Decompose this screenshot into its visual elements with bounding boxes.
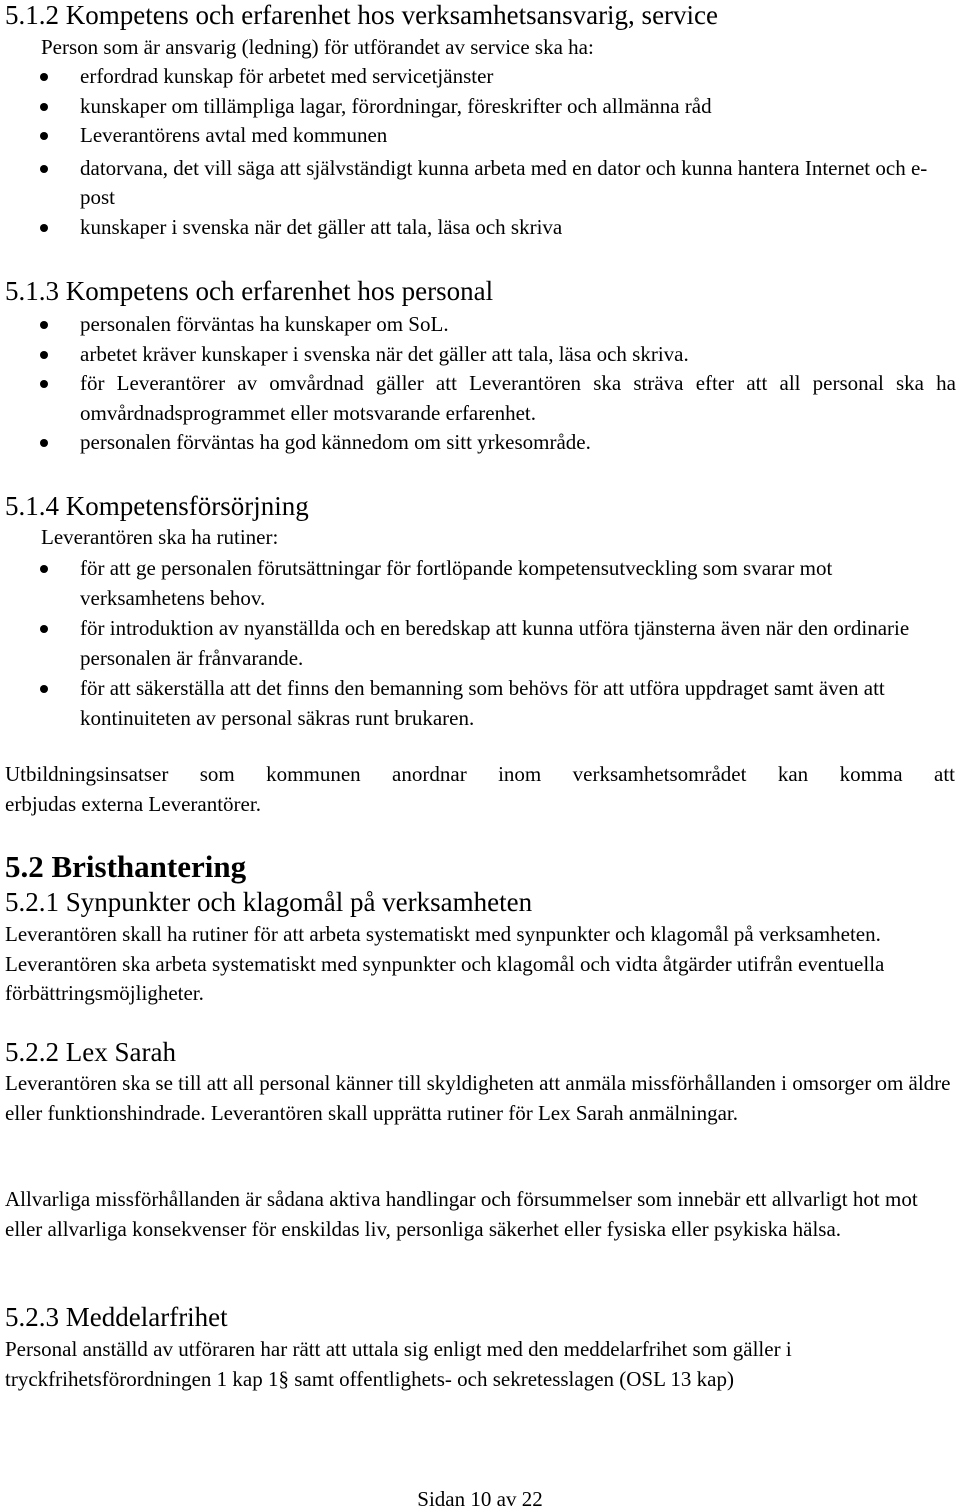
- list-item: för att säkerställa att det finns den bemanning som behövs för att utföra uppdraget samt även att kontinuiteten av personal säkras runt brukaren.: [0, 674, 956, 733]
- bullet-icon: [40, 439, 48, 447]
- list-item: datorvana, det vill säga att självständigt kunna arbeta med en dator och kunna hantera Internet och e-post: [0, 154, 956, 213]
- bullet-icon: [40, 224, 48, 232]
- list-item: personalen förväntas ha god kännedom om sitt yrkesområde.: [0, 428, 956, 458]
- bullet-icon: [40, 351, 48, 359]
- bullet-icon: [40, 380, 48, 388]
- bullet-icon: [40, 132, 48, 140]
- page-number: Sidan 10 av 22: [417, 1487, 543, 1511]
- list-item: för att ge personalen förutsättningar för fortlöpande kompetensutveckling som svarar mot verksamhetens behov.: [0, 554, 956, 613]
- list-5-1-4: [0, 554, 956, 733]
- bullet-icon: [40, 565, 48, 573]
- list-item: personalen förväntas ha kunskaper om SoL.: [0, 310, 956, 340]
- heading-5-1-3: 5.1.3 Kompetens och erfarenhet hos personal: [5, 276, 494, 306]
- paragraph-5-2-2-a: Leverantören ska se till att all personal känner till skyldigheten att anmäla missförhållanden i omsorger om äldre eller funktionshindrade. Leverantören skall upprätta rutiner för Lex Sarah anmälningar.: [5, 1071, 951, 1125]
- bullet-icon: [40, 321, 48, 329]
- bullet-icon: [40, 103, 48, 111]
- list-item: erfordrad kunskap för arbetet med servicetjänster: [0, 62, 956, 92]
- heading-5-2: 5.2 Bristhantering: [5, 849, 247, 884]
- bullet-icon: [40, 685, 48, 693]
- list-item: Leverantörens avtal med kommunen: [0, 121, 956, 151]
- heading-5-2-3: 5.2.3 Meddelarfrihet: [5, 1302, 228, 1332]
- list-item: kunskaper i svenska när det gäller att tala, läsa och skriva: [0, 213, 956, 243]
- list-item: arbetet kräver kunskaper i svenska när det gäller att tala, läsa och skriva.: [0, 340, 956, 370]
- paragraph-5-2-2-b: Allvarliga missförhållanden är sådana aktiva handlingar och försummelser som innebär ett allvarligt hot mot eller allvarliga konsekvenser för enskildas liv, personliga säkerhet eller fysiska eller psykiska hälsa.: [5, 1187, 918, 1241]
- heading-5-1-4: 5.1.4 Kompetensförsörjning: [5, 491, 309, 521]
- paragraph-5-2-1: Leverantören skall ha rutiner för att arbeta systematiskt med synpunkter och klagomål på verksamheten. Leverantören ska arbeta systematiskt med synpunkter och klagomål och vidta åtgärder utifrån eventuella förbättringsmöjligheter.: [5, 922, 885, 1005]
- heading-5-1-2: 5.1.2 Kompetens och erfarenhet hos verksamhetsansvarig, service: [5, 0, 719, 30]
- bullet-icon: [40, 73, 48, 81]
- bullet-icon: [40, 165, 48, 173]
- list-item: för Leverantörer av omvårdnad gäller att Leverantören ska sträva efter att all personal ska ha omvårdnadsprogrammet eller motsvarande erfarenhet.: [0, 369, 956, 428]
- list-5-1-3: [0, 310, 956, 458]
- paragraph-5-2-3: Personal anställd av utföraren har rätt att uttala sig enligt med den meddelarfrihet som gäller i tryckfrihetsförordningen 1 kap 1§ samt offentlighets- och sekretesslagen (OSL 13 kap): [5, 1337, 792, 1391]
- paragraph-utbildningsinsatser: Utbildningsinsatser som kommunen anordnar inom verksamhetsområdet kan komma att erbjudas externa Leverantörer.: [5, 762, 955, 816]
- intro-5-1-2: Person som är ansvarig (ledning) för utförandet av service ska ha:: [41, 35, 594, 59]
- heading-5-2-2: 5.2.2 Lex Sarah: [5, 1037, 176, 1067]
- list-item: kunskaper om tillämpliga lagar, förordningar, föreskrifter och allmänna råd: [0, 92, 956, 122]
- heading-5-2-1: 5.2.1 Synpunkter och klagomål på verksamheten: [5, 887, 533, 917]
- list-5-1-2: [0, 62, 956, 242]
- intro-5-1-4: Leverantören ska ha rutiner:: [41, 525, 279, 549]
- list-item: för introduktion av nyanställda och en beredskap att kunna utföra tjänsterna även när den ordinarie personalen är frånvarande.: [0, 614, 956, 673]
- bullet-icon: [40, 625, 48, 633]
